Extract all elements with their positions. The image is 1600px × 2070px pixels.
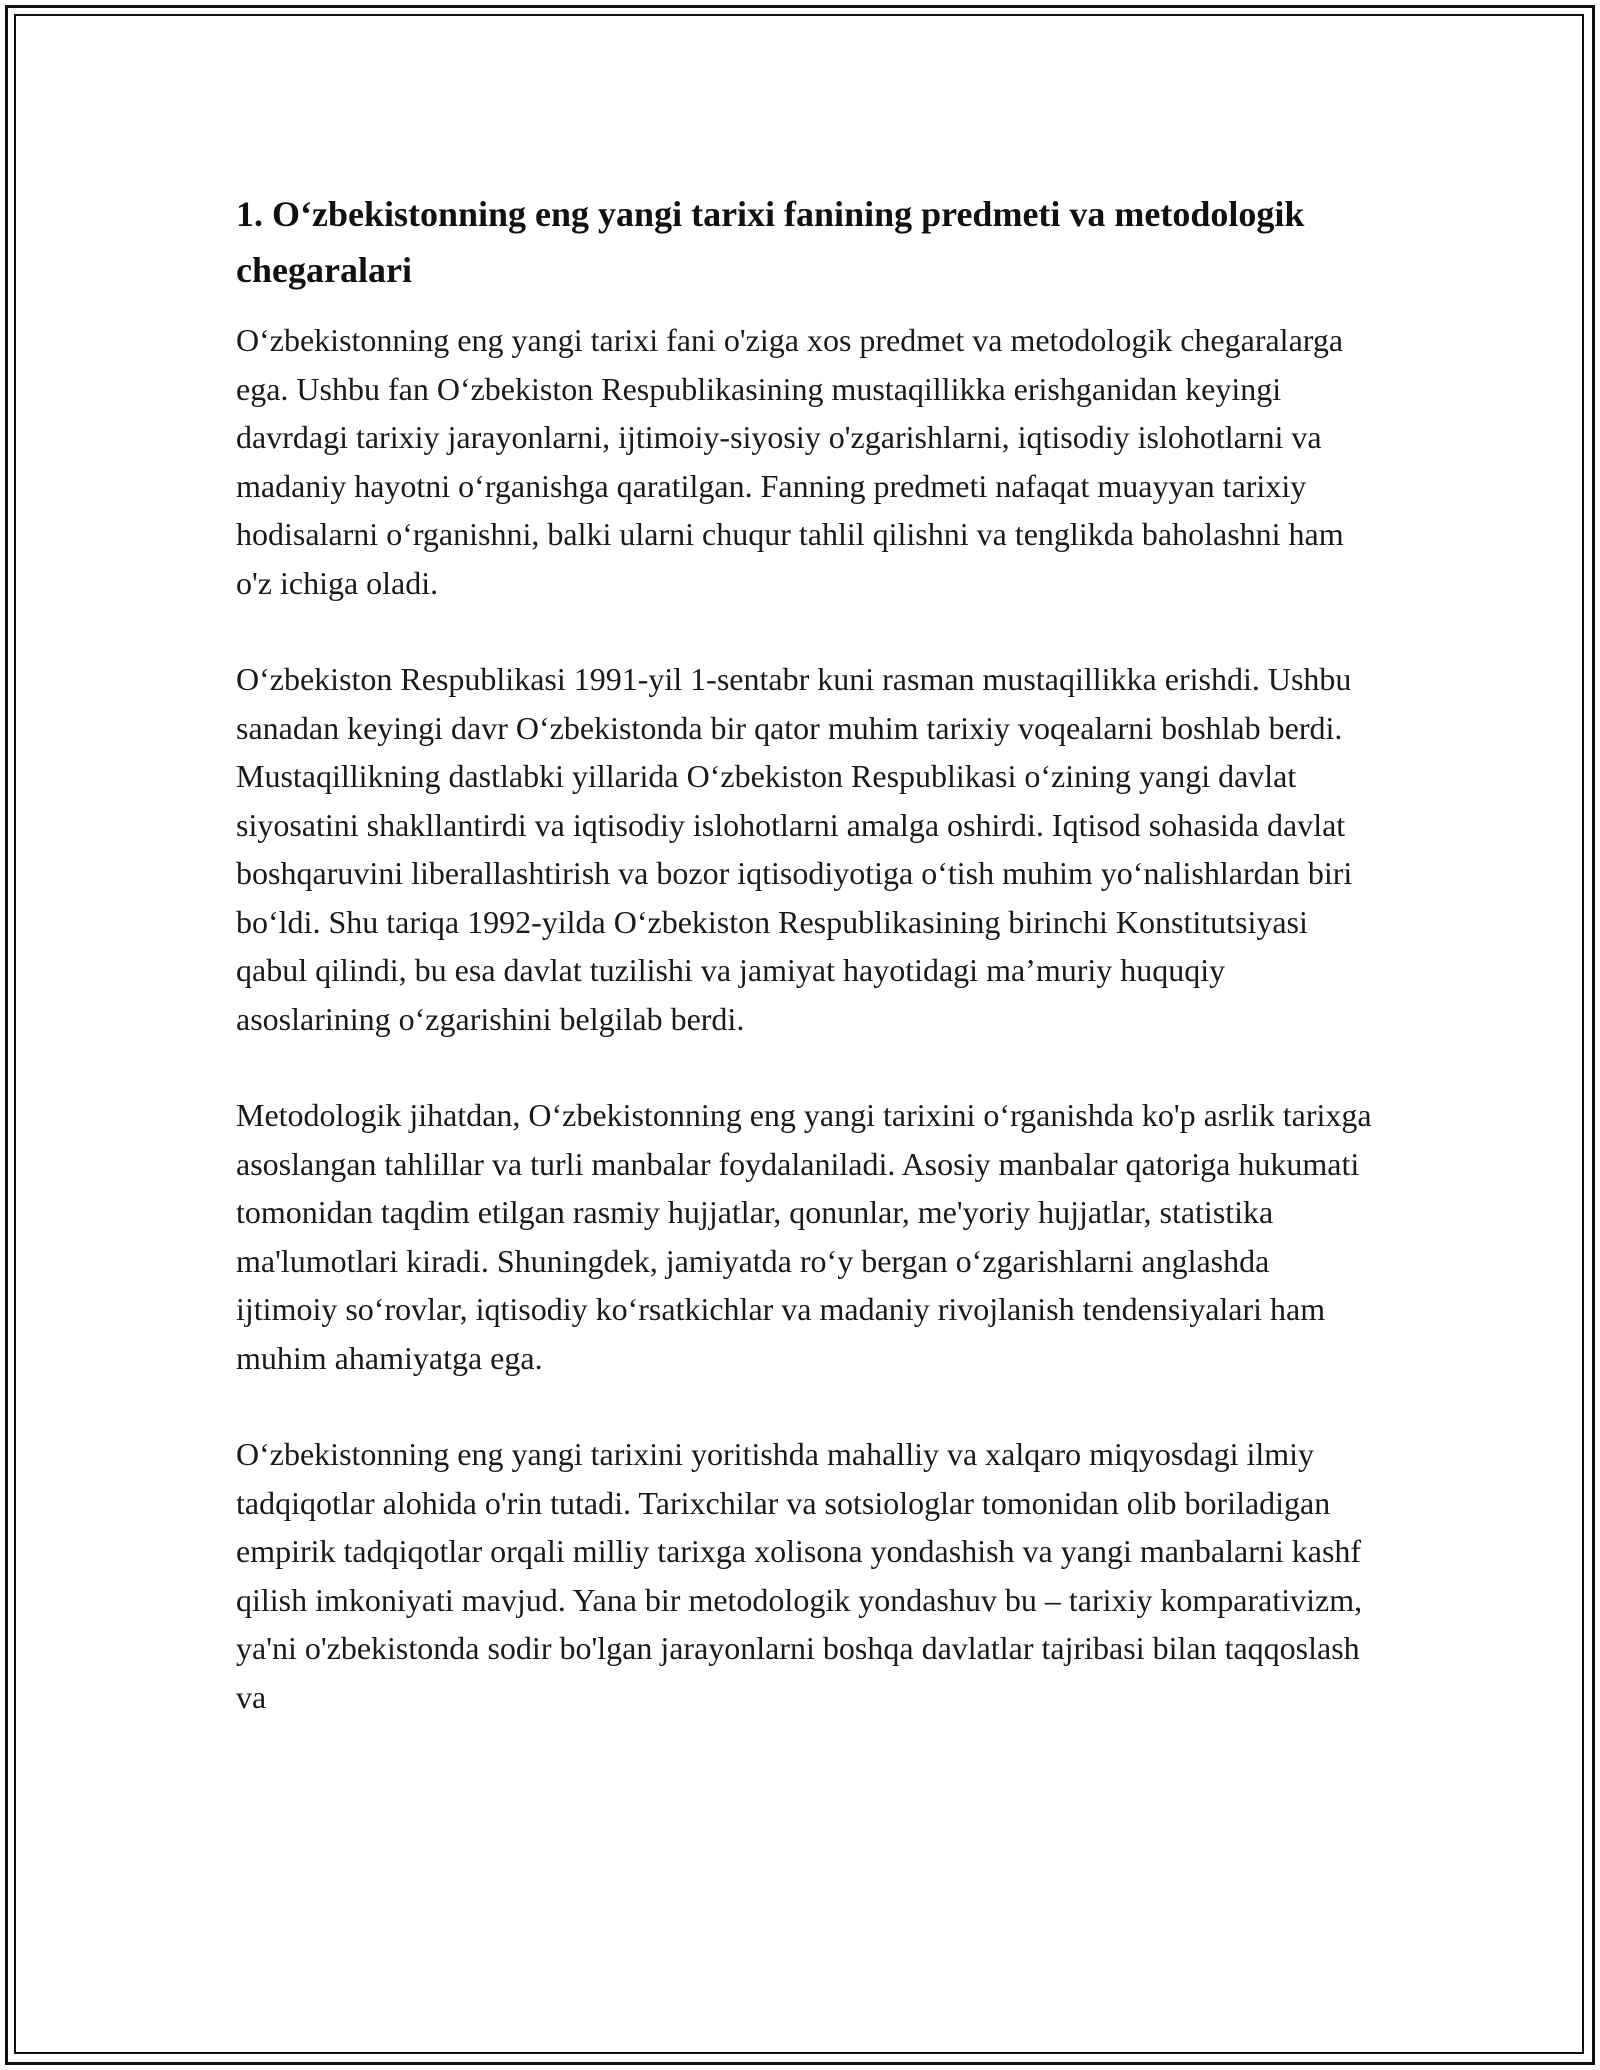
paragraph-4: O‘zbekistonning eng yangi tarixini yoritishda mahalliy va xalqaro miqyosdagi ilmiy tadqiqotlar alohida o'rin tutadi. Tarixchilar va sotsiologlar tomonidan olib boriladigan empirik tadqiqotlar orqali milliy tarixga xolisona yondashish va yangi manbalarni kashf qilish imkoniyati mavjud. Yana bir metodologik yondashuv bu – tarixiy komparativizm, ya'ni o'zbekistonda sodir bo'lgan jarayonlarni boshqa davlatlar tajribasi bilan taqqoslash va — [236, 1436, 1363, 1715]
paragraph-3: Metodologik jihatdan, O‘zbekistonning eng yangi tarixini o‘rganishda ko'p asrlik tarixga asoslangan tahlillar va turli manbalar foydalaniladi. Asosiy manbalar qatoriga hukumati tomonidan taqdim etilgan rasmiy hujjatlar, qonunlar, me'yoriy hujjatlar, statistika ma'lumotlari kiradi. Shuningdek, jamiyatda ro‘y bergan o‘zgarishlarni anglashda ijtimoiy so‘rovlar, iqtisodiy ko‘rsatkichlar va madaniy rivojlanish tendensiyalari ham muhim ahamiyatga ega. — [236, 1097, 1372, 1376]
paragraph-2: O‘zbekiston Respublikasi 1991-yil 1-sentabr kuni rasman mustaqillikka erishdi. Ushbu sanadan keyingi davr O‘zbekistonda bir qator muhim tarixiy voqealarni boshlab berdi. Mustaqillikning dastlabki yillarida O‘zbekiston Respublikasi o‘zining yangi davlat siyosatini shakllantirdi va iqtisodiy islohotlarni amalga oshirdi. Iqtisod sohasida davlat boshqaruvini liberallashtirish va bozor iqtisodiyotiga o‘tish muhim yo‘nalishlardan biri bo‘ldi. Shu tariqa 1992-yilda O‘zbekiston Respublikasining birinchi Konstitutsiyasi qabul qilindi, bu esa davlat tuzilishi va jamiyat hayotidagi ma’muriy huquqiy asoslarining o‘zgarishini belgilab berdi. — [236, 661, 1353, 1037]
document-body — [236, 186, 1376, 1769]
paragraph-1: O‘zbekistonning eng yangi tarixi fani o'ziga xos predmet va metodologik chegaralarga ega. Ushbu fan O‘zbekiston Respublikasining mustaqillikka erishganidan keyingi davrdagi tarixiy jarayonlarni, ijtimoiy-siyosiy o'zgarishlarni, iqtisodiy islohotlarni va madaniy hayotni o‘rganishga qaratilgan. Fanning predmeti nafaqat muayyan tarixiy hodisalarni o‘rganishni, balki ularni chuqur tahlil qilishni va tenglikda baholashni ham o'z ichiga oladi. — [236, 322, 1344, 601]
section-heading: 1. O‘zbekistonning eng yangi tarixi fanining predmeti va metodologik chegaralari — [236, 194, 1305, 290]
